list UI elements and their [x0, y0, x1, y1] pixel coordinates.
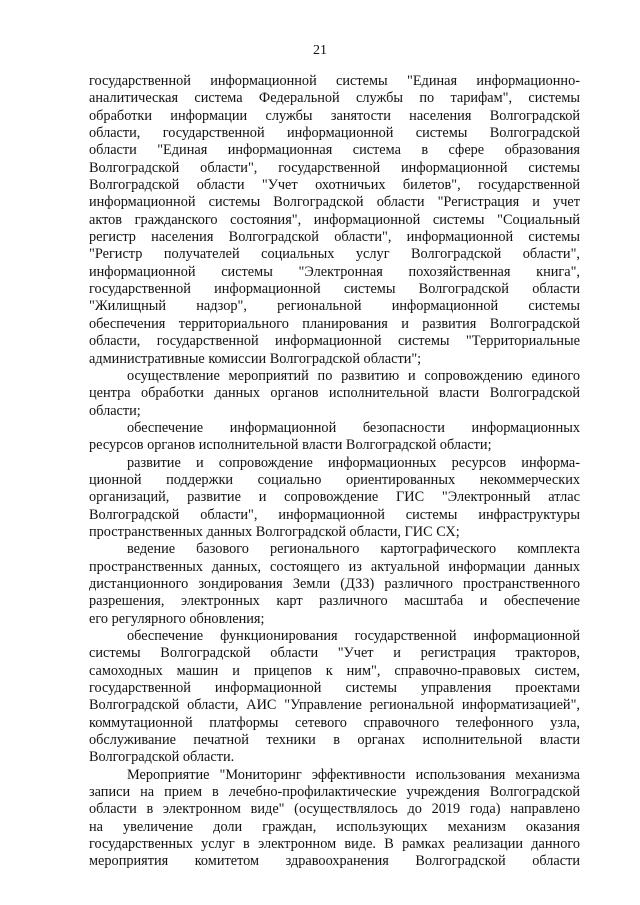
text-line: обслуживание печатной техники в органах исполнительной власти: [89, 732, 580, 749]
text-line: дистанционного зондирования Земли (ДЗЗ) различного пространственного: [89, 575, 580, 592]
text-line: записи на прием в лечебно-профилактические учреждения Волгоградской: [89, 784, 580, 801]
text-line: системы Волгоградской области "Учет и регистрация тракторов,: [89, 645, 580, 662]
text-line: области в электронном виде" (осуществлялось до 2019 года) направлено: [89, 801, 580, 818]
page-number: 21: [313, 43, 327, 58]
text-line: разрешения, электронных карт различного масштаба и обеспечение: [89, 593, 580, 610]
text-line: его регулярного обновления;: [89, 610, 265, 627]
document-body: [89, 73, 580, 871]
text-line: Волгоградской области.: [89, 749, 235, 766]
text-line: ционной поддержки социально ориентированных некоммерческих: [89, 471, 580, 488]
text-line: Волгоградской области", информационной системы инфраструктуры: [89, 506, 580, 523]
text-line: Волгоградской области, АИС "Управление региональной информатизацией",: [89, 697, 580, 714]
text-line: Волгоградской области "Учет охотничьих билетов", государственной: [89, 177, 580, 194]
text-line: "Регистр получателей социальных услуг Волгоградской области",: [89, 246, 580, 263]
text-line: ведение базового регионального картографического комплекта: [127, 541, 580, 558]
text-line: ресурсов органов исполнительной власти Волгоградской области;: [89, 437, 492, 454]
text-line: информационной системы "Электронная похозяйственная книга",: [89, 263, 580, 280]
text-line: аналитическая система Федеральной службы по тарифам", системы: [89, 90, 580, 107]
text-line: государственной информационной системы Волгоградской области: [89, 281, 580, 298]
text-line: обработки информации службы занятости населения Волгоградской: [89, 107, 580, 124]
text-line: государственной информационной системы "Единая информационно-: [89, 73, 580, 89]
text-line: пространственных данных, состоящего из актуальной информации данных: [89, 558, 580, 575]
text-line: области, государственной информационной системы "Территориальные: [89, 333, 580, 350]
text-line: на увеличение доли граждан, использующих механизм оказания: [89, 818, 580, 835]
text-line: развитие и сопровождение информационных ресурсов информа-: [127, 454, 580, 471]
text-line: Мероприятие "Мониторинг эффективности использования механизма: [127, 766, 580, 783]
text-line: центра обработки данных органов исполнительной власти Волгоградской: [89, 385, 580, 402]
text-line: пространственных данных Волгоградской области, ГИС СХ;: [89, 523, 460, 540]
text-line: регистр населения Волгоградской области", информационной системы: [89, 229, 580, 246]
text-line: государственных услуг в электронном виде. В рамках реализации данного: [89, 836, 580, 853]
text-line: государственной информационной системы управления проектами: [89, 680, 580, 697]
text-line: Волгоградской области", государственной информационной системы: [89, 159, 580, 176]
text-line: осуществление мероприятий по развитию и сопровождению единого: [127, 367, 580, 384]
text-line: коммутационной платформы сетевого справочного телефонного узла,: [89, 714, 580, 731]
text-line: области, государственной информационной системы Волгоградской: [89, 125, 580, 142]
text-line: информационной системы Волгоградской области "Регистрация и учет: [89, 194, 580, 211]
text-line: организаций, развитие и сопровождение ГИС "Электронный атлас: [89, 489, 580, 506]
text-line: актов гражданского состояния", информационной системы "Социальный: [89, 211, 580, 228]
text-line: административные комиссии Волгоградской области";: [89, 350, 422, 367]
text-line: обеспечение информационной безопасности информационных: [127, 419, 580, 436]
text-line: обеспечения территориального планирования и развития Волгоградской: [89, 315, 580, 332]
text-line: "Жилищный надзор", региональной информационной системы: [89, 298, 580, 315]
text-line: области "Единая информационная система в сфере образования: [89, 142, 580, 159]
text-line: области;: [89, 402, 141, 419]
text-line: обеспечение функционирования государственной информационной: [127, 628, 580, 644]
text-line: самоходных машин и прицепов к ним", справочно-правовых систем,: [89, 662, 580, 679]
text-line: мероприятия комитетом здравоохранения Волгоградской области: [89, 853, 580, 870]
